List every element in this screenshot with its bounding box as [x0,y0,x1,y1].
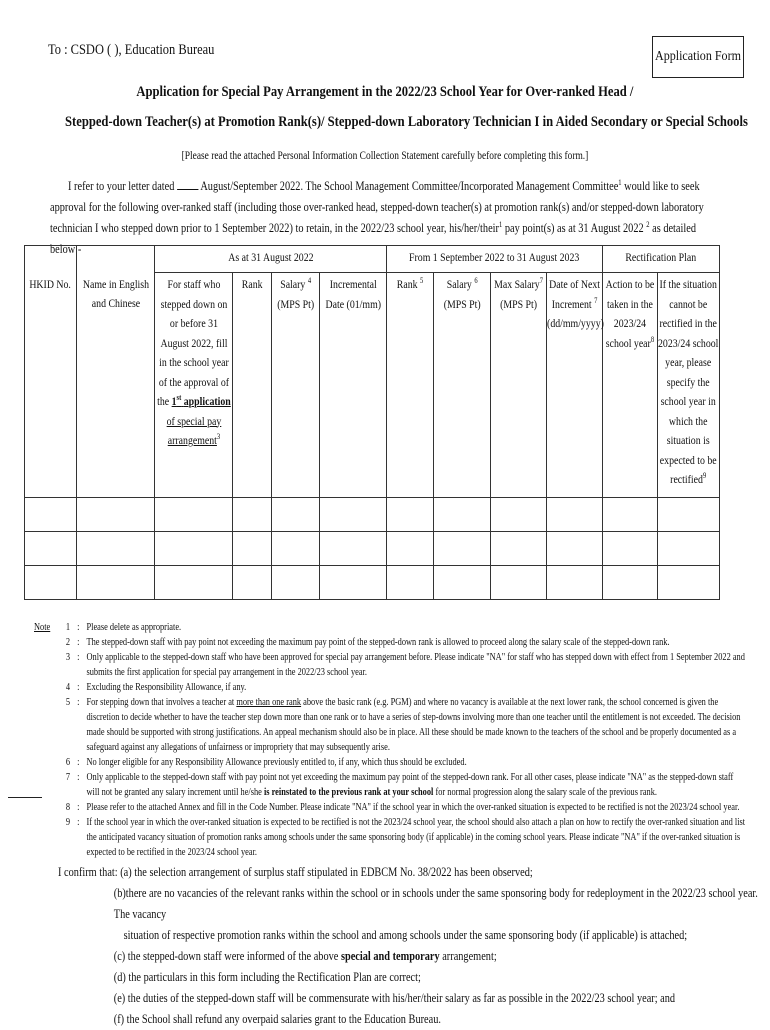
note-item: 7 : Only applicable to the stepped-down staff with pay point not yet exceeding the maximum pay point of the stepped-down rank. For all other cases, please indicate "NA" as the stepped-down staff will not be granted any salary increment until he/she is reinstated to the previous rank at your school for normal progression along the salary scale of the previous rank. [65,772,734,798]
col-max-salary: Max Salary$^7$ (MPS Pt) [491,273,547,498]
staff-table [24,245,720,600]
col-rectify-year: If the situation cannot be rectified in the 2023/24 school year, please specify the school year in which the situation is expected to be rectified$^9$ [658,273,720,498]
col-rank-new: Rank $^5$ [387,273,434,498]
col-next-increment: Date of Next Increment $^7$ (dd/mm/yyyy) [547,273,603,498]
table-row [25,498,720,532]
note-item: 5 : For stepping down that involves a teacher at more than one rank above the basic rank (e.g. PGM) and where no vacancy is available at the next lower rank, the school concerned is given the discretion to decide whether to have the teacher step down more than one rank or to have a series of step-downs involving more than one teacher until the entitlement is not exceeded. The decision made should be supported with strong justifications. An appeal mechanism should also be in place. All these should be made known to the teachers of the school and be properly documented as a safeguard against any allegations of unfairness or impropriety that may subsequently arise. [65,697,741,753]
table-row [25,532,720,566]
col-hkid: HKID No. [25,273,77,498]
col-action: Action to be taken in the 2023/24 school year$^8$ [603,273,658,498]
confirm-e: (e) the duties of the stepped-down staff will be commensurate with his/her/their salary as far as possible in the 2022/23 school year; and [113,991,676,1005]
name-spacer [77,246,155,273]
col-salary: Salary $^4$ (MPS Pt) [272,273,320,498]
confirm-d: (d) the particulars in this form including the Rectification Plan are correct; [113,970,421,984]
form-title-line2: Stepped-down Teacher(s) at Promotion Rank(s)/ Stepped-down Laboratory Technician I in Aided Secondary or Special Schools [65,114,748,130]
note-item: 9 : If the school year in which the over-ranked situation is expected to be rectified is not the 2023/24 school year, the school should also attach a plan on how to rectify the over-ranked situation and list the anticipated vacancy situation of promotion ranks among schools under the same sponsoring body (if applicable) in the coming school years. Please indicate "NA" if the over-ranked situation is expected to be rectified in the 2023/24 school year. [65,817,746,858]
intro-paragraph: I refer to your letter dated August/September 2022. The School Management Committee/Incorporated Management Committee$^1$ would like to seek approval for the following over-ranked staff (including those over-ranked head, stepped-down teacher(s) at promotion rank(s) and/or stepped-down laboratory technician I who stepped down prior to 1 September 2022) to retain, in the 2022/23 school year, his/her/their$^1$ pay point(s) as at 31 August 2022 $^2$ as detailed below - [50,177,704,256]
col-rank: Rank [233,273,272,498]
margin-dash [8,797,42,798]
confirm-b: (b)there are no vacancies of the relevant ranks within the school or in schools under the same sponsoring body for redeployment in the 2022/23 school year. The vacancy [113,886,758,921]
instruction-note: [Please read the attached Personal Information Collection Statement carefully before completing this form.] [181,150,589,162]
form-title-line1: Application for Special Pay Arrangement in the 2022/23 School Year for Over-ranked Head / [136,84,634,100]
recipient-line: To : CSDO ( ), Education Bureau [48,42,215,58]
note-item: Note 1 : Please delete as appropriate. [34,622,182,633]
confirm-c: (c) the stepped-down staff were informed of the above special and temporary arrangement; [113,949,497,963]
letter-date-blank[interactable] [177,179,198,190]
notes-section [34,620,747,860]
confirm-b-cont: situation of respective promotion ranks within the school and among schools under the same sponsoring body (if applicable) is attached; [123,928,688,942]
hkid-spacer [25,246,77,273]
group-header-from: From 1 September 2022 to 31 August 2023 [387,246,603,273]
note-item: 4 : Excluding the Responsibility Allowance, if any. [65,682,247,693]
confirm-a: I confirm that: (a) the selection arrangement of surplus staff stipulated in EDBCM No. 38/2022 has been observed; [58,865,533,879]
col-name: Name in English and Chinese [77,273,155,498]
col-incremental-date: Incremental Date (01/mm) [320,273,387,498]
note-item: 2 : The stepped-down staff with pay point not exceeding the maximum pay point of the stepped-down rank is allowed to proceed along the salary scale of the stepped-down rank. [65,637,670,648]
form-label-box [652,36,744,78]
confirm-f: (f) the School shall refund any overpaid salaries grant to the Education Bureau. [113,1012,441,1026]
table-row [25,566,720,600]
confirmation-section [58,862,763,1030]
group-header-as-at: As at 31 August 2022 [155,246,387,273]
group-header-rectification: Rectification Plan [603,246,720,273]
col-salary-new: Salary $^6$ (MPS Pt) [434,273,491,498]
col-approval-year: For staff who stepped down on or before 31 August 2022, fill in the school year of the approval of the 1st application of special pay arrangement$^3$ [155,273,233,498]
note-item: 8 : Please refer to the attached Annex and fill in the Code Number. Please indicate "NA" if the school year in which the over-ranked situation is expected to be rectified is not the 2023/24 school year. [65,802,740,813]
note-item: 6 : No longer eligible for any Responsibility Allowance previously entitled to, if any, which thus should be excluded. [65,757,467,768]
note-item: 3 : Only applicable to the stepped-down staff who have been approved for special pay arrangement before. Please indicate "NA" for staff who has stepped down with effect from 1 September 2022 and submits the first application for special pay arrangement in the 2022/23 school year. [65,652,745,678]
form-label: Application Form [655,49,741,64]
